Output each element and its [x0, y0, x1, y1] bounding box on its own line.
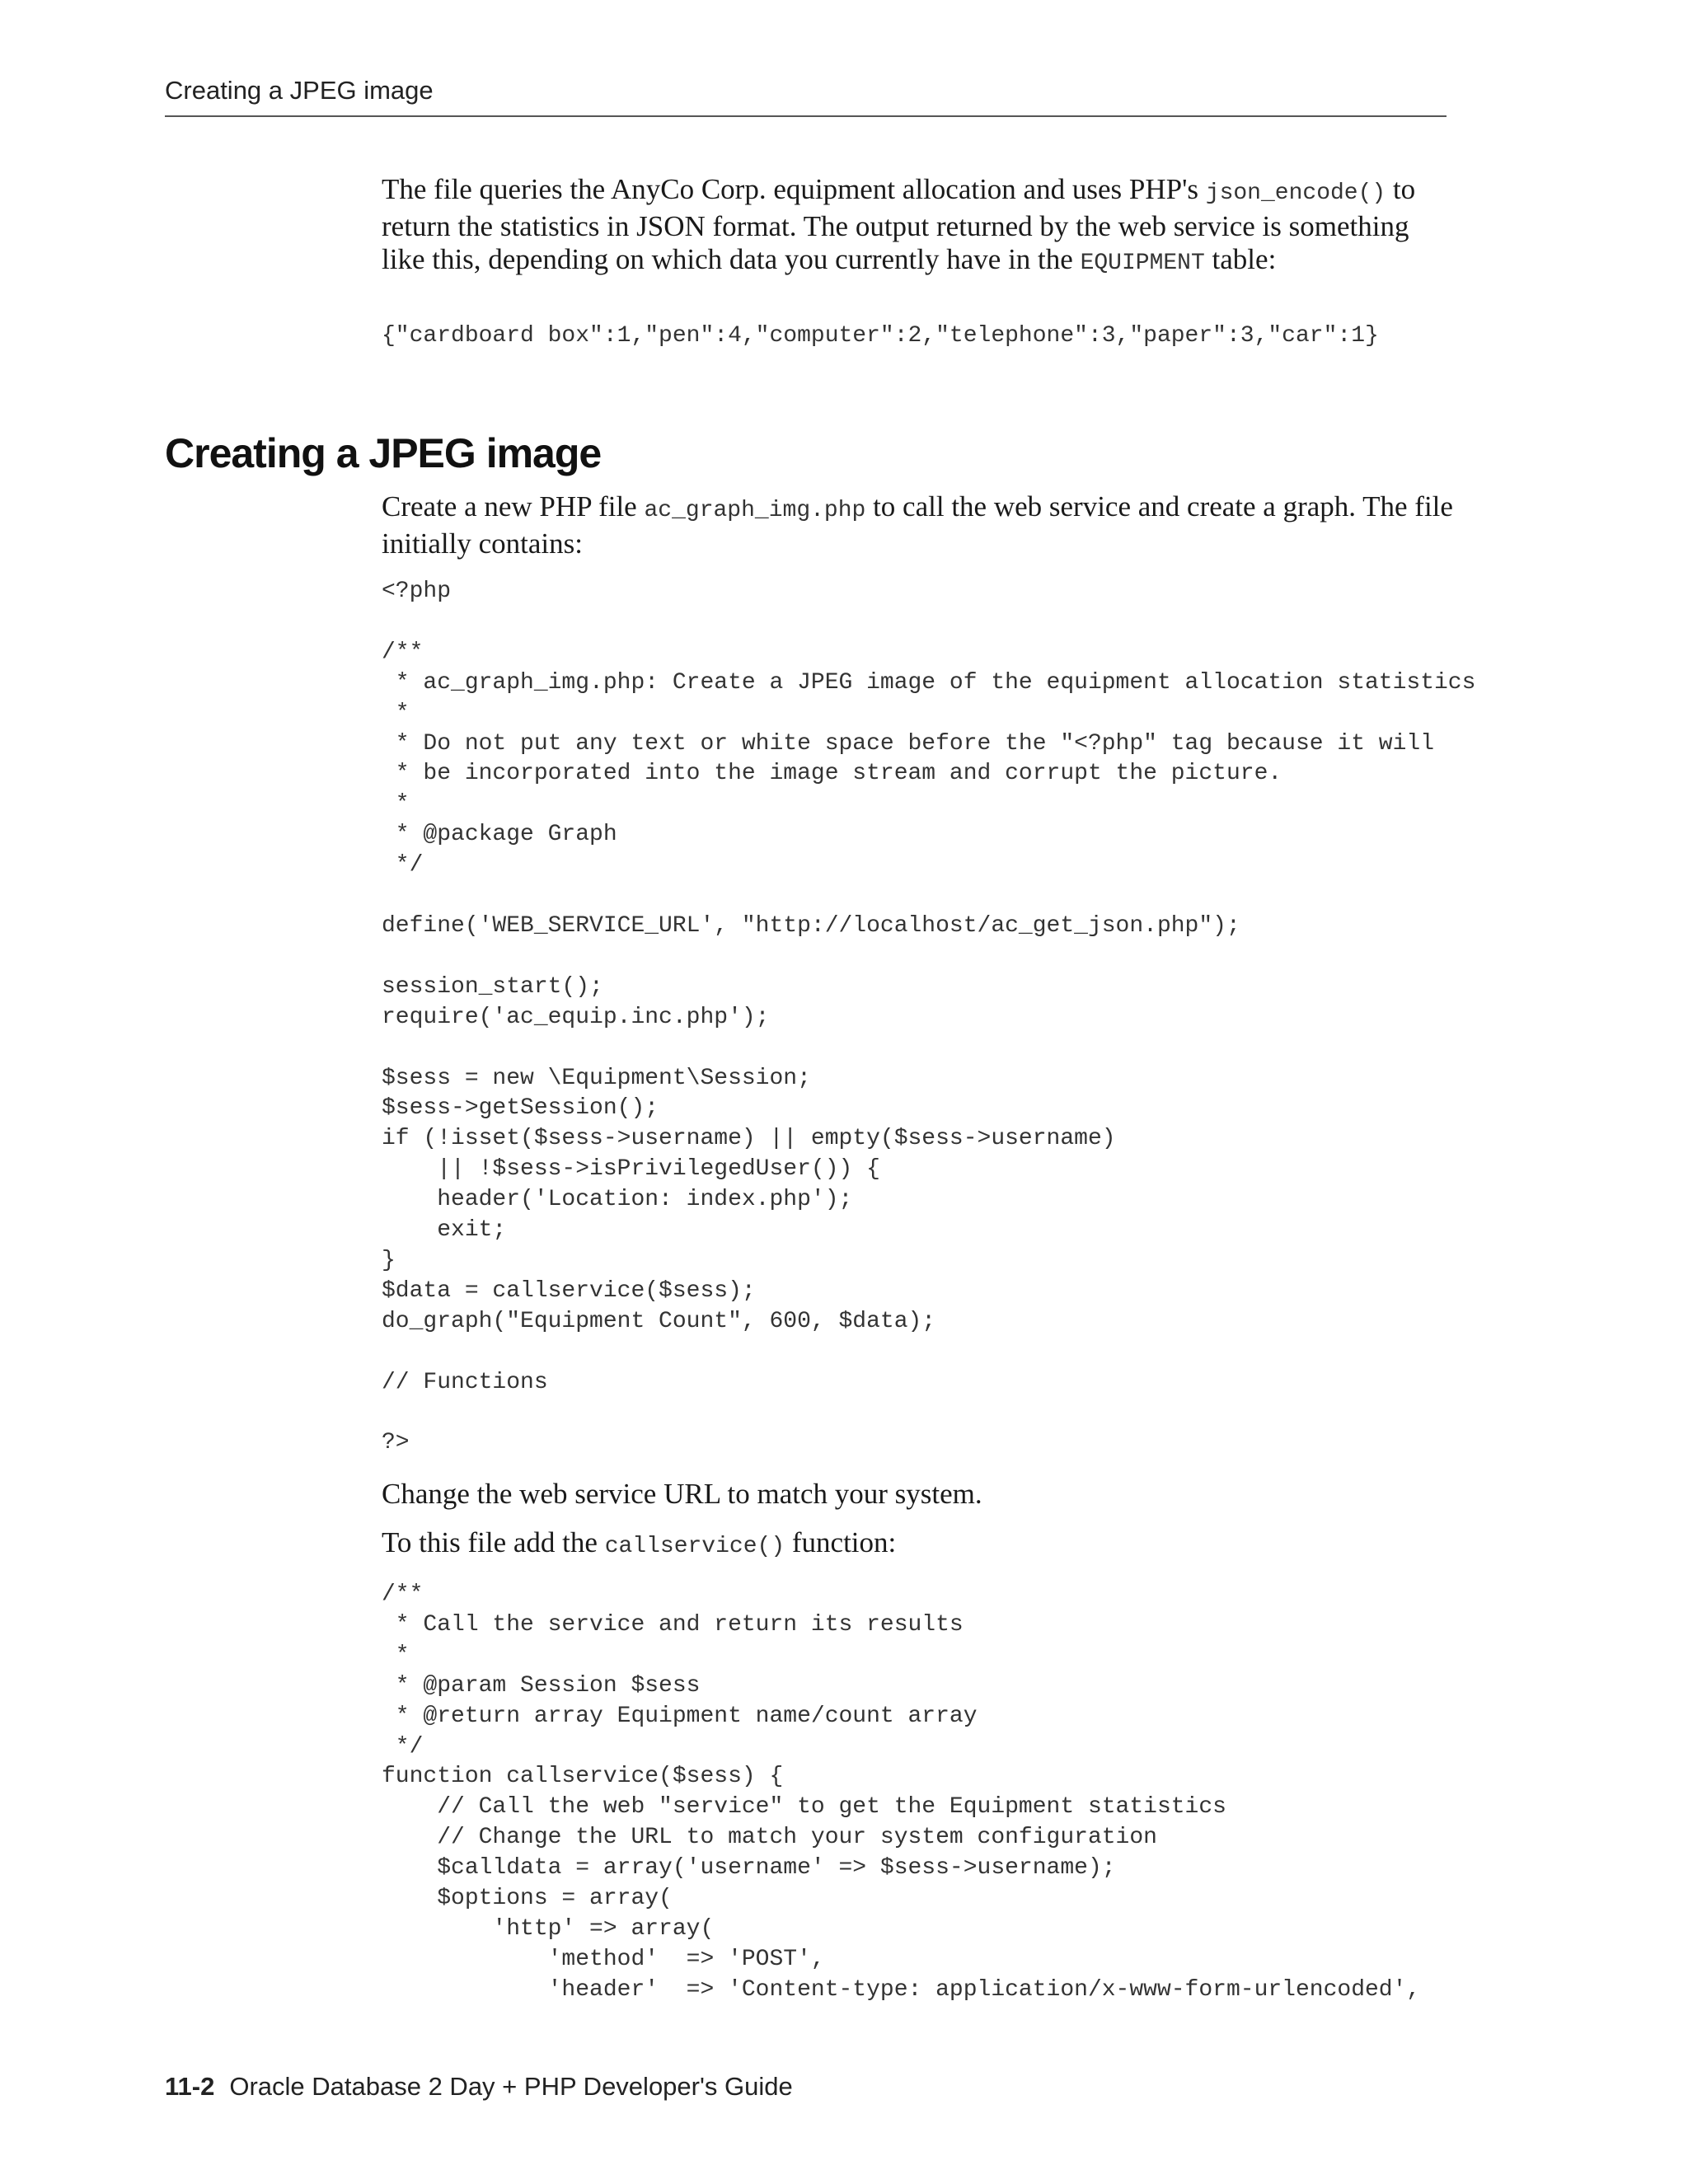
intro-paragraph: [382, 173, 1453, 280]
intro-text-3: table:: [1204, 243, 1277, 275]
php-code-listing-2: /** * Call the service and return its results * * @param Session $sess * @return array Equipment name/count array */ function callservice($sess) { // Call the web "service" to get the Equipment statistics // Change the URL to match your system configuration $calldata = array('username' => $sess->username); $options = array( 'http' => array( 'method' => 'POST', 'header' => 'Content-type: application/x-www-form-urlencoded',: [382, 1582, 1421, 2003]
running-header: Creating a JPEG image: [165, 76, 434, 105]
section-text-2: to call the web service and create a graph. The file initially contains:: [382, 490, 1453, 560]
page-footer: [165, 2070, 793, 2103]
section-intro-paragraph: [382, 490, 1453, 560]
book-title: Oracle Database 2 Day + PHP Developer's Guide: [229, 2072, 793, 2101]
header-rule: [165, 115, 1447, 117]
change-url-paragraph: [382, 1478, 1453, 1511]
section-text-1: Create a new PHP file: [382, 490, 645, 523]
add-function-text-2: function:: [785, 1526, 897, 1558]
inline-code-callservice: callservice(): [604, 1534, 785, 1559]
php-code-listing-1: <?php /** * ac_graph_img.php: Create a JPEG image of the equipment allocation statistics * * Do not put any text or white space before the "<?php" tag because it will * be incorporated into the image stream and corrupt the picture. * * @package Graph */ define('WEB_SERVICE_URL', "http://localhost/ac_get_json.php"); session_start(); require('ac_equip.inc.php'); $sess = new \Equipment\Session; $sess->getSession(); if (!isset($sess->username) || empty($sess->username) || !$sess->isPrivilegedUser()) { header('Location: index.php'); exit; } $data = callservice($sess); do_graph("Equipment Count", 600, $data); // Functions ?>: [382, 579, 1476, 1456]
add-function-text-1: To this file add the: [382, 1526, 605, 1558]
inline-code-json-encode: json_encode(): [1205, 180, 1386, 206]
add-function-paragraph: [382, 1526, 1453, 1563]
json-output-code: {"cardboard box":1,"pen":4,"computer":2,"telephone":3,"paper":3,"car":1}: [382, 323, 1379, 349]
section-heading: Creating a JPEG image: [165, 430, 602, 476]
inline-code-filename: ac_graph_img.php: [644, 498, 866, 523]
inline-code-equipment: EQUIPMENT: [1080, 251, 1205, 276]
change-url-text: Change the web service URL to match your system.: [382, 1478, 982, 1510]
page-number: 11-2: [165, 2072, 215, 2101]
intro-text-2: to return the statistics in JSON format. The output returned by the web service is something like this, depending on which data you currently have in the: [382, 173, 1416, 275]
intro-text-1: The file queries the AnyCo Corp. equipment allocation and uses PHP's: [382, 173, 1206, 205]
